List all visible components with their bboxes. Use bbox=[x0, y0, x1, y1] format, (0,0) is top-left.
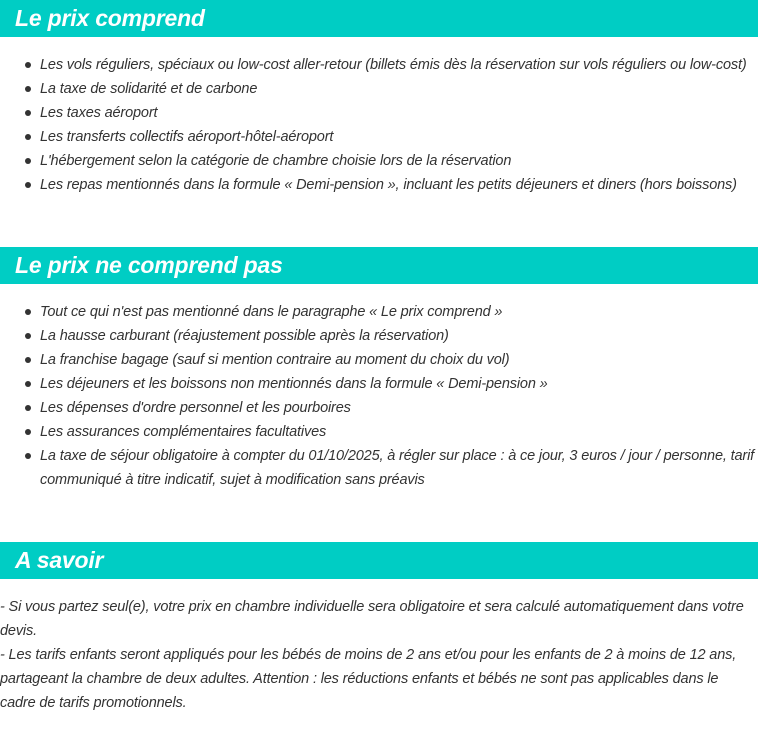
list-item: La hausse carburant (réajustement possible après la réservation) bbox=[40, 324, 758, 348]
to-know-section bbox=[0, 542, 758, 715]
note-paragraph: - Les tarifs enfants seront appliqués pour les bébés de moins de 2 ans et/ou pour les enfants de 2 à moins de 12 ans, partageant la chambre de deux adultes. Attention : les réductions enfants et bébés ne sont pas applicables dans le cadre de tarifs promotionnels. bbox=[0, 647, 737, 711]
list-item: Les repas mentionnés dans la formule « Demi-pension », incluant les petits déjeuners et diners (hors boissons) bbox=[40, 173, 758, 197]
list-item: L'hébergement selon la catégorie de chambre choisie lors de la réservation bbox=[40, 149, 758, 173]
list-item: Les assurances complémentaires facultatives bbox=[40, 420, 758, 444]
to-know-header bbox=[0, 542, 758, 579]
included-list bbox=[0, 53, 758, 197]
list-item: Les déjeuners et les boissons non mentionnés dans la formule « Demi-pension » bbox=[40, 372, 758, 396]
note-paragraph: - Si vous partez seul(e), votre prix en chambre individuelle sera obligatoire et sera calculé automatiquement dans votre devis. bbox=[0, 599, 744, 639]
included-header bbox=[0, 0, 758, 37]
list-item: La franchise bagage (sauf si mention contraire au moment du choix du vol) bbox=[40, 348, 758, 372]
excluded-title: Le prix ne comprend pas bbox=[15, 252, 283, 278]
list-item: Les dépenses d'ordre personnel et les pourboires bbox=[40, 396, 758, 420]
list-item: Tout ce qui n'est pas mentionné dans le paragraphe « Le prix comprend » bbox=[40, 300, 758, 324]
list-item: La taxe de séjour obligatoire à compter du 01/10/2025, à régler sur place : à ce jour, 3 euros / jour / personne, tarif communiqué à titre indicatif, sujet à modification sans préavis bbox=[40, 444, 758, 492]
excluded-section bbox=[0, 247, 758, 492]
list-item: La taxe de solidarité et de carbone bbox=[40, 77, 758, 101]
excluded-list bbox=[0, 300, 758, 492]
list-item: Les transferts collectifs aéroport-hôtel-aéroport bbox=[40, 125, 758, 149]
to-know-title: A savoir bbox=[15, 547, 104, 573]
included-section bbox=[0, 0, 758, 197]
included-title: Le prix comprend bbox=[15, 5, 205, 31]
list-item: Les vols réguliers, spéciaux ou low-cost aller-retour (billets émis dès la réservation sur vols réguliers ou low-cost) bbox=[40, 53, 758, 77]
excluded-header bbox=[0, 247, 758, 284]
list-item: Les taxes aéroport bbox=[40, 101, 758, 125]
to-know-notes bbox=[0, 595, 758, 715]
